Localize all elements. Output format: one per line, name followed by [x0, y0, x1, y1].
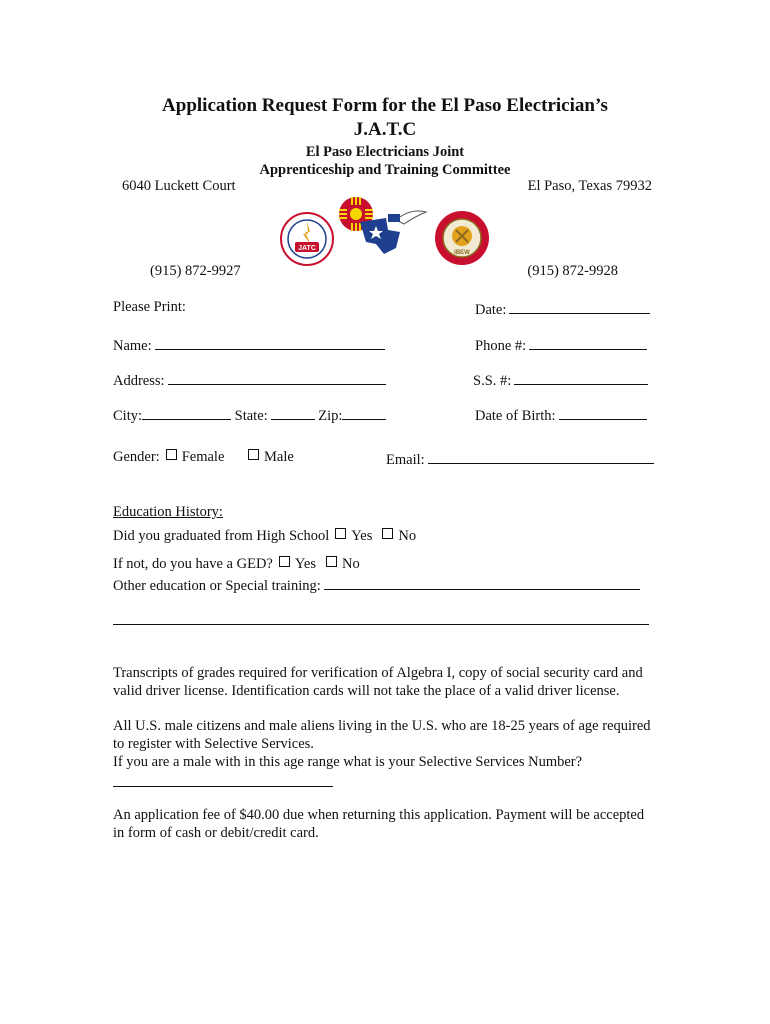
other-education-label: Other education or Special training: [113, 578, 321, 594]
form-title [0, 94, 770, 142]
jatc-seal-logo [280, 212, 334, 271]
ss-label: S.S. #: [473, 373, 512, 389]
name-field [113, 335, 385, 355]
form-title-line2: J.A.T.C [353, 119, 417, 140]
address-input[interactable] [168, 370, 386, 385]
phone-field [475, 335, 647, 355]
gender-label: Gender: [113, 449, 160, 465]
zip-input[interactable] [342, 405, 386, 420]
female-checkbox[interactable] [166, 449, 177, 460]
please-print-label: Please Print: [113, 299, 186, 315]
male-label: Male [264, 449, 294, 465]
gender-field [113, 449, 294, 466]
high-school-no-label: No [398, 528, 417, 544]
female-label: Female [181, 449, 225, 465]
ged-no-checkbox[interactable] [326, 556, 337, 567]
form-title-line1: Application Request Form for the El Paso Electrician’s [162, 95, 608, 116]
name-input[interactable] [155, 335, 385, 350]
other-education-input[interactable] [324, 575, 640, 590]
state-label: State: [234, 408, 268, 424]
address-field [113, 370, 386, 390]
ss-field [473, 370, 648, 390]
selective-service-note: All U.S. male citizens and male aliens living in the U.S. who are 18-25 years of age required to register with Selective Services. [113, 718, 651, 752]
city-input[interactable] [142, 405, 231, 420]
high-school-question-text: Did you graduated from High School [113, 528, 330, 544]
organization-name-line2: Apprenticeship and Training Committee [259, 162, 511, 178]
high-school-no-checkbox[interactable] [382, 528, 393, 539]
new-mexico-texas-logo [338, 194, 428, 265]
high-school-yes-label: Yes [351, 528, 373, 544]
phone-input[interactable] [529, 335, 647, 350]
high-school-yes-checkbox[interactable] [335, 528, 346, 539]
ged-question [113, 556, 360, 573]
phone-label: Phone #: [475, 338, 527, 354]
address-street: 6040 Luckett Court [122, 178, 236, 194]
other-education-field [113, 575, 640, 595]
ged-question-text: If not, do you have a GED? [113, 556, 273, 572]
dob-field [475, 405, 647, 425]
ibew-logo-text: IBEW [454, 250, 470, 256]
city-label: City: [113, 408, 143, 424]
phone-left: (915) 872-9927 [150, 263, 241, 279]
email-input[interactable] [428, 449, 654, 464]
email-label: Email: [386, 452, 425, 468]
ss-input[interactable] [514, 370, 648, 385]
transcripts-note: Transcripts of grades required for verification of Algebra I, copy of social security card and valid driver license. Identification cards will not take the place of a valid driver license. [113, 665, 643, 699]
other-education-extra-line[interactable] [113, 624, 649, 625]
ibew-seal-logo [434, 210, 490, 271]
address-city: El Paso, Texas 79932 [527, 178, 652, 194]
zip-label: Zip: [318, 408, 343, 424]
jatc-logo-text: JATC [298, 245, 316, 252]
state-input[interactable] [271, 405, 315, 420]
phone-right: (915) 872-9928 [527, 263, 618, 279]
name-label: Name: [113, 338, 152, 354]
date-label: Date: [475, 302, 507, 318]
dob-label: Date of Birth: [475, 408, 556, 424]
organization-name-line1: El Paso Electricians Joint [305, 144, 465, 160]
date-input[interactable] [509, 299, 650, 314]
male-checkbox[interactable] [248, 449, 259, 460]
selective-service-question: If you are a male with in this age range what is your Selective Services Number? [113, 754, 583, 770]
dob-input[interactable] [559, 405, 647, 420]
selective-service-input[interactable] [113, 786, 333, 787]
organization-name [0, 143, 770, 179]
education-heading: Education History: [113, 504, 223, 520]
address-label: Address: [113, 373, 165, 389]
ged-yes-checkbox[interactable] [279, 556, 290, 567]
email-field [386, 449, 654, 469]
ged-yes-label: Yes [294, 556, 316, 572]
application-fee-note: An application fee of $40.00 due when returning this application. Payment will be accepted in form of cash or debit/credit card. [113, 807, 645, 841]
ged-no-label: No [341, 556, 360, 572]
high-school-question [113, 528, 416, 545]
city-state-zip-field [113, 405, 386, 425]
date-field [475, 299, 650, 319]
